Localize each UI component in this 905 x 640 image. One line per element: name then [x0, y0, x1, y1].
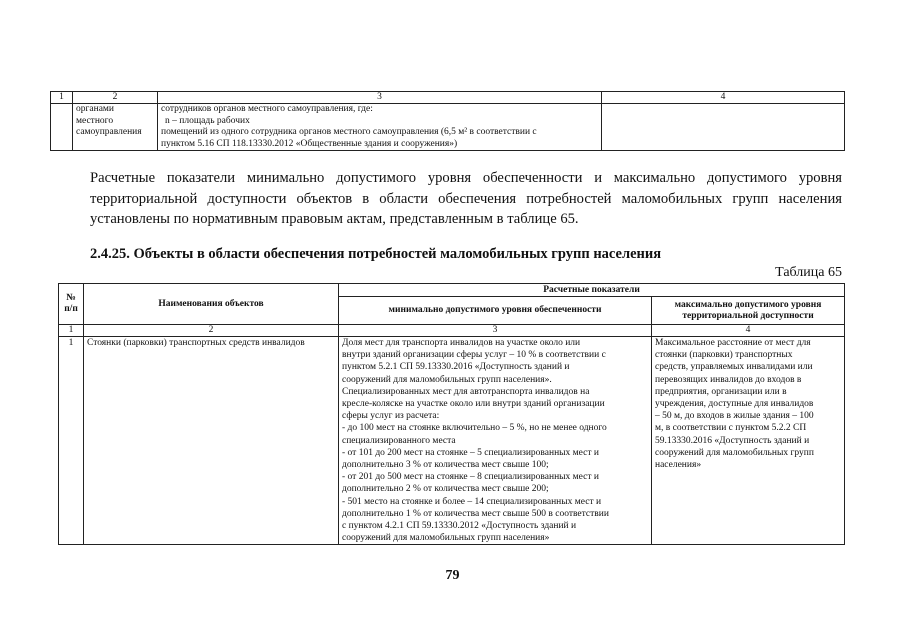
table-caption: Таблица 65	[775, 265, 842, 280]
table-65	[58, 283, 845, 545]
text-line: помещений из одного сотрудника органов местного самоуправления (6,5 м² в соответствии с	[161, 127, 537, 137]
body-paragraph: Расчетные показатели минимально допустимого уровня обеспеченности и максимально допустимого уровня территориальной доступности объектов в области обеспечения потребностей маломобильных групп населения установлены по нормативным правовым актам, представленным в таблице 65.	[90, 170, 842, 227]
text-line: сферы услуг из расчета:	[342, 411, 440, 422]
table-header-row	[59, 284, 845, 297]
text-line: средств, управляемых инвалидами или	[655, 362, 813, 373]
text-line: местного	[76, 115, 114, 126]
text-line: специализированного места	[342, 435, 456, 446]
header-min-level: минимально допустимого уровня обеспеченности	[339, 297, 652, 325]
text-line: предприятия, организации или в	[655, 386, 787, 397]
text-line: 59.13330.2016 «Доступность зданий и	[655, 435, 810, 446]
text-line: учреждения, доступные для инвалидов	[655, 399, 814, 410]
header-calculated-indicators: Расчетные показатели	[339, 284, 845, 297]
text-line: м, в соответствии с пунктом 5.2.2 СП	[655, 423, 807, 434]
text-line: с пунктом 4.2.1 СП 59.13330.2012 «Доступность зданий и	[342, 521, 577, 532]
col-header-1: 1	[51, 92, 73, 104]
text-line: сооружений для маломобильных групп населения».	[342, 374, 552, 385]
text-line: дополнительно 1 % от количества мест свыше 500 в соответствии	[342, 508, 609, 519]
row-number-cell	[51, 104, 73, 151]
text-line: n – площадь рабочих	[165, 115, 250, 126]
max-level-cell	[652, 337, 845, 545]
column-number-row	[59, 325, 845, 337]
accessibility-cell	[602, 104, 845, 151]
text-line: пунктом 5.16 СП 118.13330.2012 «Общественные здания и сооружения»)	[161, 138, 458, 149]
text-line: сооружений для маломобильных групп населения»	[342, 533, 550, 544]
text-line: - 501 место на стоянке и более – 14 специализированных мест и	[342, 496, 602, 507]
text-line: дополнительно 3 % от количества мест свыше 100;	[342, 460, 549, 471]
table-row	[51, 104, 845, 151]
header-number: № п/п	[59, 284, 84, 325]
text-line: Доля мест для транспорта инвалидов на участке около или	[342, 338, 581, 348]
text-line: - от 101 до 200 мест на стоянке – 5 специализированных мест и	[342, 447, 599, 458]
row-number-cell: 1	[59, 337, 84, 545]
text-line: – 50 м, до входов в жилые здания – 100	[655, 411, 814, 422]
text-line: органами	[76, 104, 115, 114]
text-line: самоуправления	[76, 127, 142, 137]
col-header-4: 4	[602, 92, 845, 104]
col-number-1: 1	[59, 325, 84, 337]
header-max-level: максимально допустимого уровня территориальной доступности	[652, 297, 845, 325]
text-line: внутри зданий организации сферы услуг – 10 % в соответствии с	[342, 350, 606, 361]
col-header-3: 3	[158, 92, 602, 104]
indicator-cell	[158, 104, 602, 151]
col-number-4: 4	[652, 325, 845, 337]
text-line: - до 100 мест на стоянке включительно – 5 %, но не менее одного	[342, 423, 607, 434]
col-number-3: 3	[339, 325, 652, 337]
table-row	[59, 337, 845, 545]
continuation-table-header-row	[51, 92, 845, 104]
continuation-table	[50, 91, 845, 151]
text-line: населения»	[655, 460, 702, 471]
text-line: Максимальное расстояние от мест для	[655, 338, 811, 348]
text-line: Специализированных мест для автотранспорта инвалидов на	[342, 386, 590, 397]
header-object-names: Наименования объектов	[84, 284, 339, 325]
text-line: сооружений для маломобильных групп	[655, 447, 814, 458]
text-line: - от 201 до 500 мест на стоянке – 8 специализированных мест и	[342, 472, 599, 483]
text-line: кресле-коляске на участке около или внутри зданий организации	[342, 399, 605, 410]
col-number-2: 2	[84, 325, 339, 337]
page-number: 79	[445, 568, 460, 583]
text-line: пунктом 5.2.1 СП 59.13330.2016 «Доступность зданий и	[342, 362, 570, 373]
text-line: дополнительно 2 % от количества мест свыше 200;	[342, 484, 549, 495]
text-line: сотрудников органов местного самоуправления, где:	[161, 104, 373, 114]
col-header-2: 2	[73, 92, 158, 104]
text-line: стоянки (парковки) транспортных	[655, 350, 793, 361]
object-name-cell: Стоянки (парковки) транспортных средств инвалидов	[84, 337, 339, 545]
object-name-cell	[73, 104, 158, 151]
section-heading: 2.4.25. Объекты в области обеспечения потребностей маломобильных групп населения	[90, 246, 662, 262]
min-level-cell	[339, 337, 652, 545]
text-line: перевозящих инвалидов до входов в	[655, 374, 802, 385]
